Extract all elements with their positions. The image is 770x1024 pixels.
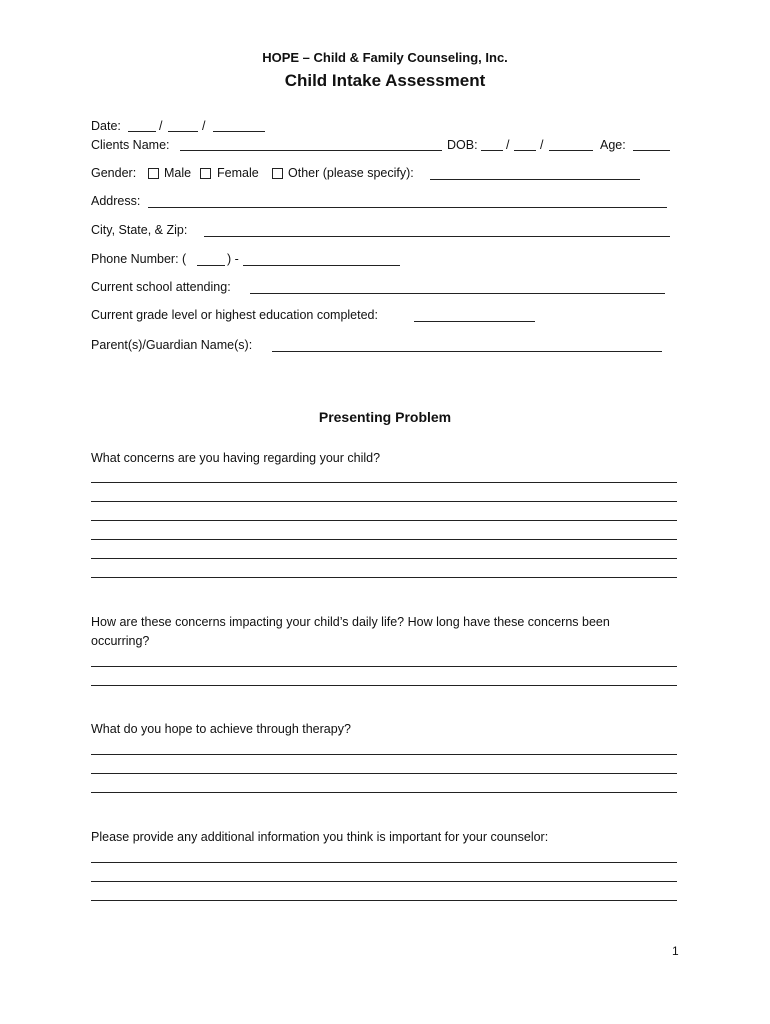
other-label: Other (please specify):	[288, 166, 414, 180]
section-heading: Presenting Problem	[318, 409, 452, 425]
address-field[interactable]	[148, 207, 667, 208]
dob-separator: /	[540, 138, 544, 152]
answer-line[interactable]	[91, 900, 677, 901]
dob-separator: /	[506, 138, 510, 152]
city-state-zip-field[interactable]	[204, 236, 670, 237]
question-additional-info: Please provide any additional information you think is important for your counselor:	[91, 830, 549, 844]
school-field[interactable]	[250, 293, 665, 294]
answer-line[interactable]	[91, 666, 677, 667]
answer-line[interactable]	[91, 773, 677, 774]
date-separator: /	[202, 119, 206, 133]
question-concerns: What concerns are you having regarding your child?	[91, 451, 381, 465]
organization-name: HOPE – Child & Family Counseling, Inc.	[262, 50, 508, 65]
answer-line[interactable]	[91, 754, 677, 755]
date-year-field[interactable]	[213, 131, 265, 132]
school-label: Current school attending:	[91, 280, 231, 294]
date-separator: /	[159, 119, 163, 133]
grade-level-label: Current grade level or highest education completed:	[91, 308, 378, 322]
clients-name-field[interactable]	[180, 150, 442, 151]
answer-line[interactable]	[91, 539, 677, 540]
answer-line[interactable]	[91, 685, 677, 686]
other-specify-field[interactable]	[430, 179, 640, 180]
page-number: 1	[672, 944, 679, 958]
date-label: Date:	[91, 119, 121, 133]
form-title: Child Intake Assessment	[284, 71, 486, 90]
age-label: Age:	[600, 138, 626, 152]
phone-number-field[interactable]	[243, 265, 400, 266]
age-field[interactable]	[633, 150, 670, 151]
question-impact-continued: occurring?	[91, 634, 150, 648]
parent-guardian-label: Parent(s)/Guardian Name(s):	[91, 338, 253, 352]
answer-line[interactable]	[91, 862, 677, 863]
phone-separator: ) -	[227, 252, 239, 266]
question-therapy-goals: What do you hope to achieve through therapy?	[91, 722, 351, 736]
dob-year-field[interactable]	[549, 150, 593, 151]
phone-label: Phone Number: (	[91, 252, 187, 266]
other-checkbox[interactable]	[272, 168, 283, 179]
city-state-zip-label: City, State, & Zip:	[91, 223, 188, 237]
answer-line[interactable]	[91, 520, 677, 521]
female-checkbox[interactable]	[200, 168, 211, 179]
answer-line[interactable]	[91, 577, 677, 578]
gender-label: Gender:	[91, 166, 137, 180]
answer-line[interactable]	[91, 881, 677, 882]
dob-day-field[interactable]	[514, 150, 536, 151]
grade-level-field[interactable]	[414, 321, 535, 322]
answer-line[interactable]	[91, 792, 677, 793]
address-label: Address:	[91, 194, 141, 208]
male-checkbox[interactable]	[148, 168, 159, 179]
parent-guardian-field[interactable]	[272, 351, 662, 352]
answer-line[interactable]	[91, 482, 677, 483]
male-label: Male	[164, 166, 192, 180]
dob-label: DOB:	[447, 138, 478, 152]
answer-line[interactable]	[91, 558, 677, 559]
date-month-field[interactable]	[128, 131, 156, 132]
answer-line[interactable]	[91, 501, 677, 502]
female-label: Female	[217, 166, 259, 180]
dob-month-field[interactable]	[481, 150, 503, 151]
phone-area-code-field[interactable]	[197, 265, 225, 266]
date-day-field[interactable]	[168, 131, 198, 132]
question-impact: How are these concerns impacting your child’s daily life? How long have these concerns been	[91, 615, 610, 629]
clients-name-label: Clients Name:	[91, 138, 170, 152]
